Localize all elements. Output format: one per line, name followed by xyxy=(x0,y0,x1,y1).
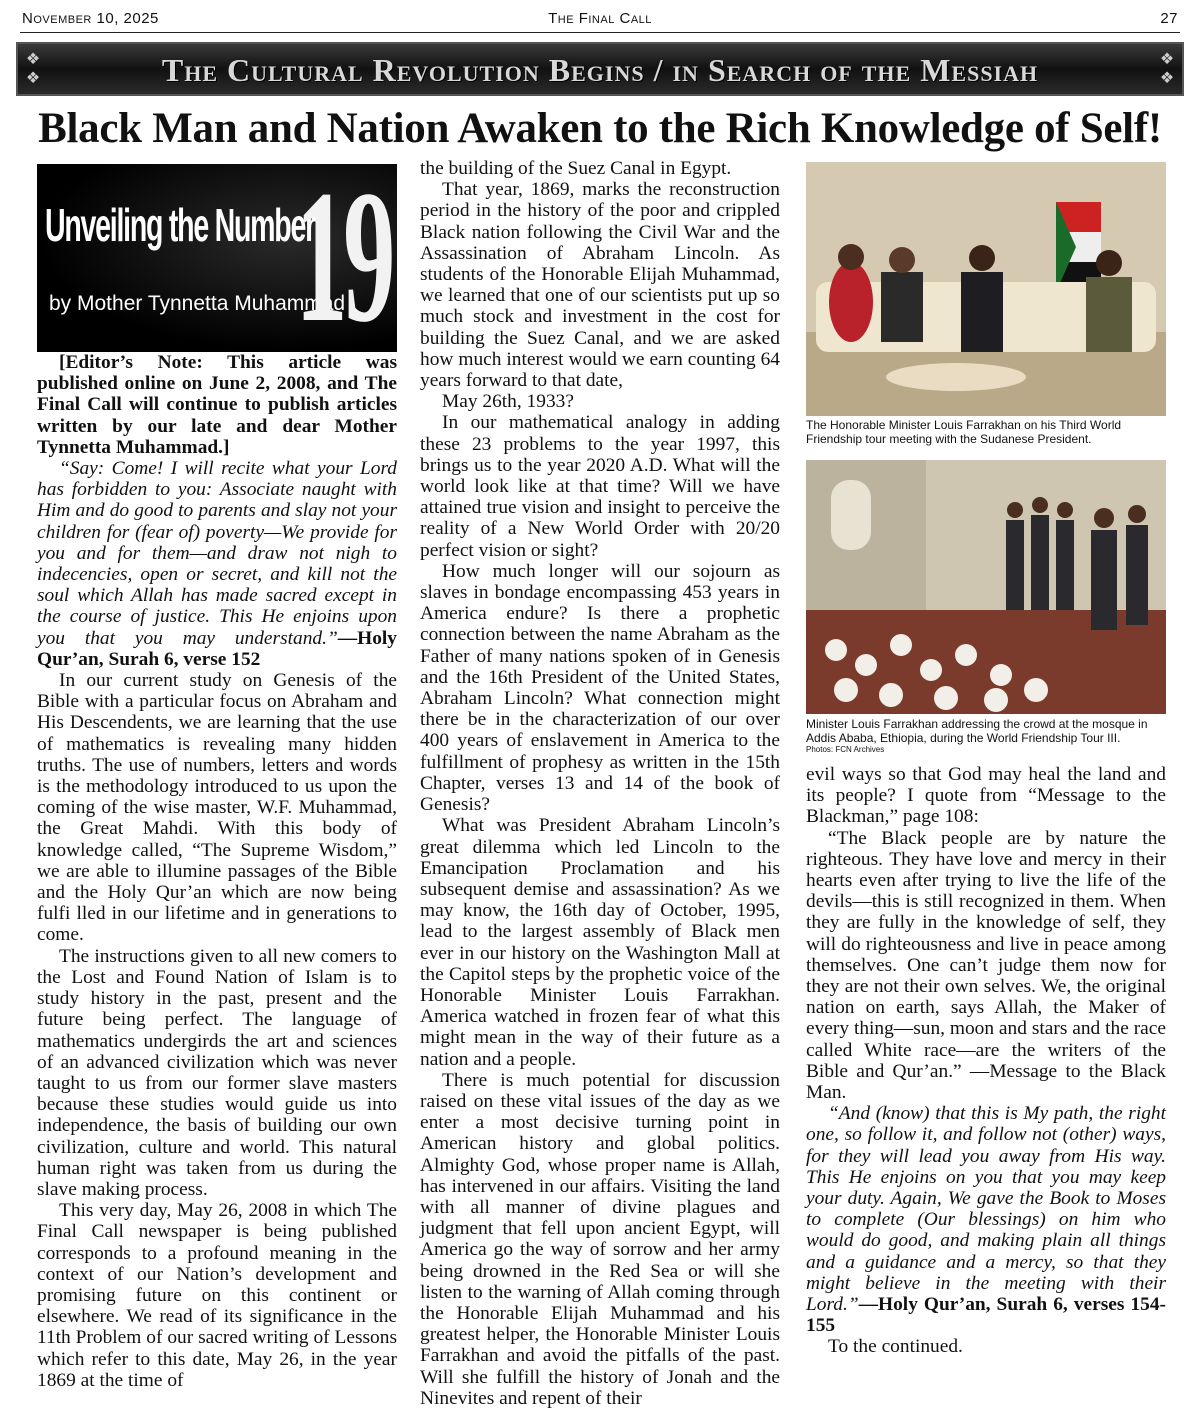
body-paragraph: May 26th, 1933? xyxy=(442,391,574,413)
body-paragraph: The instructions given to all new comers to the Lost and Found Nation of Islam is to study history in the past, present and the future being perfect. The language of mathematics undergirds the art and sciences of an advanced civilization which was never taught to us from our former slave masters because these studies would guide us into independence, the basis of building our own civilization, culture and world. This natural human right was taken from us during the slave making process. xyxy=(37,945,397,1200)
photo-sudan-meeting-illustration xyxy=(806,162,1166,416)
body-paragraph: the building of the Suez Canal in Egypt. xyxy=(420,158,732,179)
body-paragraph: This very day, May 26, 2008 in which The Final Call newspaper is being published corresponds to a profound meaning in the context of our Nation’s development and promising future on this continent or elsewhere. We read of its significance in the 11th Problem of our sacred writing of Lessons which refer to this date, May 26, in the year 1869 at the time of xyxy=(37,1200,397,1391)
body-paragraph: In our mathematical analogy in adding these 23 problems to the year 1997, this brings us to the year 2020 A.D. What will the world look like at that time? Will we have attained true vision and insight to perceive the reality of a New World Order with 20/20 perfect vision or sight? xyxy=(420,412,780,561)
column-logo-title: Unveiling the Number xyxy=(45,199,315,251)
photo-caption: The Honorable Minister Louis Farrakhan on his Third World Friendship tour meeting with the Sudanese President. xyxy=(806,418,1122,446)
photo-mosque-illustration xyxy=(806,460,1166,714)
banner-ornament-left-icon: ❖ ❖ xyxy=(25,51,41,87)
closing-quote xyxy=(806,1103,1166,1336)
body-paragraph: evil ways so that God may heal the land and its people? I quote from “Message to the Blackman,” page 108: xyxy=(806,764,1166,828)
issue-date: November 10, 2025 xyxy=(22,10,159,27)
body-paragraph: There is much potential for discussion raised on these vital issues of the day as we enter a most decisive turning point in American history and global politics. Almighty God, whose proper name is Allah, has intervened in our affairs. Visiting the land with all manner of divine plagues and judgment that fell upon ancient Egypt, will America go the way of sorrow and her army being drowned in the Red Sea or will she listen to the warning of Allah coming through the Honorable Elijah Muhammad and his greatest helper, the Honorable Minister Louis Farrakhan and avoid the pitfalls of the past. Will she fulfill the history of Jonah and the Ninevites and repent of their xyxy=(420,1069,780,1409)
closing-quote-text: “And (know) that this is My path, the right one, so follow it, and follow not (other) ways, for they will lead you away from His way. This He enjoins on you that you may keep your duty. Again, We gave the Book to Moses to complete (Our blessings) on him who would do good, and making plain all things and a guidance and a mercy, so that they might believe in the meeting with their Lord.” xyxy=(806,1103,1166,1316)
photo-credit: Photos: FCN Archives xyxy=(806,745,885,754)
opening-quote-source: —Holy Qur’an, Surah 6, verse 152 xyxy=(37,627,397,670)
closing-quote-source: —Holy Qur’an, Surah 6, verses 154-155 xyxy=(806,1294,1166,1337)
page-number: 27 xyxy=(1160,10,1178,27)
photo-caption xyxy=(806,717,1166,755)
photo-sudan-meeting xyxy=(806,162,1166,416)
body-paragraph: In our current study on Genesis of the Bible with a particular focus on Abraham and His Descendents, we are learning that the use of mathematics is revealing many hidden truths. The use of numbers, letters and words is the methodology introduced to us upon the coming of the wise master, W.F. Muhammad, the Great Mahdi. With this body of knowledge called, “The Supreme Wisdom,” we are able to illumine passages of the Bible and the Holy Qur’an which are now being fulfi lled in our lifetime and in generations to come. xyxy=(37,670,397,946)
closing-line: To the continued. xyxy=(828,1336,963,1358)
body-paragraph: How much longer will our sojourn as slaves in bondage encompassing 453 years in America endure? Is there a prophetic connection between the name Abraham as the Father of many nations spoken of in Genesis and the 16th President of the United States, Abraham Lincoln? What connection might there be in the characterization of our over 400 years of enslavement in America to the fulfillment of prophesy as written in the 15th Chapter, verses 13 and 14 of the book of Genesis? xyxy=(420,560,780,816)
banner-ornament-right-icon: ❖ ❖ xyxy=(1159,51,1175,87)
article-column-3 xyxy=(806,764,1166,1358)
body-paragraph: “The Black people are by nature the righteous. They have love and mercy in their hearts even after trying to live the life of the devils—this is still recognized in them. When they are fully in the knowledge of self, they will do righteousness and live in peace among themselves. One can’t judge them now for they are not their own selves. We, the original nation on earth, says Allah, the Maker of every thing—sun, moon and stars and the race called White race—are the writers of the Bible and Qur’an.” —Message to the Black Man. xyxy=(806,827,1166,1104)
editor-note: [Editor’s Note: This article was published online on June 2, 2008, and The Final Call will continue to publish articles written by our late and dear Mother Tynnetta Muhammad.] xyxy=(37,352,397,458)
article-column-2 xyxy=(420,158,780,1409)
column-logo xyxy=(37,164,397,352)
column-logo-byline: by Mother Tynnetta Muhammad xyxy=(49,292,346,315)
photo-caption-text: Minister Louis Farrakhan addressing the crowd at the mosque in Addis Ababa, Ethiopia, during the World Friendship Tour III. xyxy=(806,717,1148,745)
article-column-1 xyxy=(37,352,397,1391)
newspaper-name: The Final Call xyxy=(548,10,652,27)
banner-title: The Cultural Revolution Begins / in Search of the Messiah xyxy=(161,52,1039,88)
column-logo-number: 19 xyxy=(295,164,391,352)
section-banner xyxy=(16,42,1184,96)
page-folio xyxy=(20,8,1180,33)
opening-quote-text: “Say: Come! I will recite what your Lord has forbidden to you: Associate naught with Him and do good to parents and slay not your children for (fear of) poverty—We provide for you and for them—and draw not nigh to indecencies, open or secret, and kill not the soul which Allah has made sacred except in the course of justice. This He enjoins upon you that you may understand.” xyxy=(37,458,397,649)
body-paragraph: That year, 1869, marks the reconstruction period in the history of the poor and crippled Black nation following the Civil War and the Assassination of Abraham Lincoln. As students of the Honorable Elijah Muhammad, we learned that one of our scientists put up so much stock and investment in the cost for building the Suez Canal, and we are asked how much interest would we earn counting 64 years forward to that date, xyxy=(420,179,780,392)
article-headline: Black Man and Nation Awaken to the Rich Knowledge of Self! xyxy=(38,105,1162,152)
opening-quote xyxy=(37,458,397,670)
photo-addis-ababa-mosque xyxy=(806,460,1166,714)
body-paragraph: What was President Abraham Lincoln’s great dilemma which led Lincoln to the Emancipation Proclamation and his subsequent demise and assassination? As we may know, the 16th day of October, 1995, lead to the largest assembly of Black men ever in our history on the Washington Mall at the Capitol steps by the prophetic voice of the Honorable Minister Louis Farrakhan. America watched in frozen fear of what this might mean in the way of their future as a nation and a people. xyxy=(420,815,780,1070)
